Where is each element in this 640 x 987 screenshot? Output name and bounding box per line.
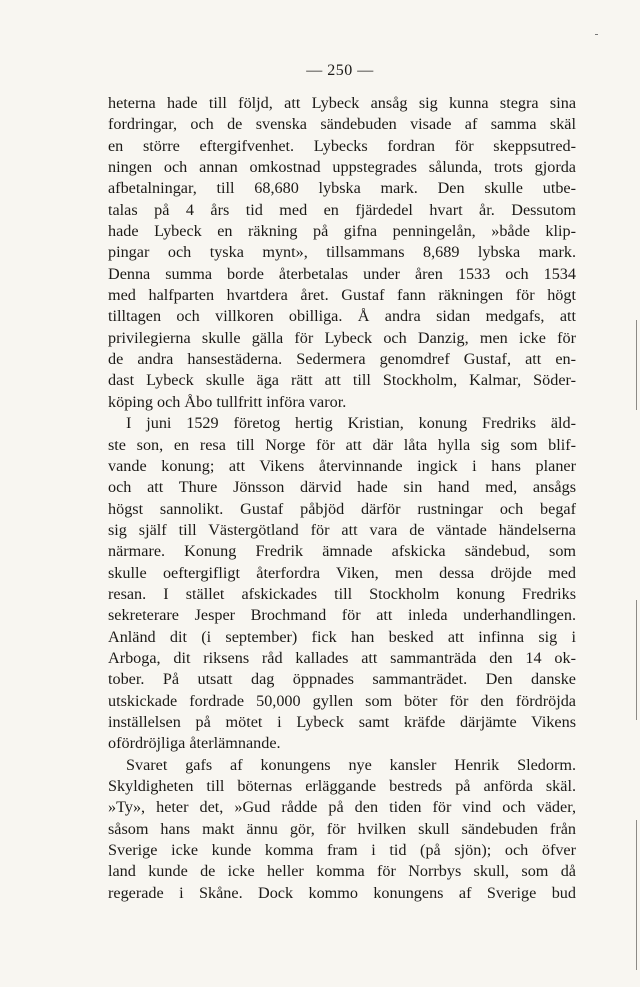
scan-edge-shadow [636, 320, 637, 410]
text-line: hade Lybeck en räkning på gifna penningelån, »både klip- [108, 222, 576, 241]
body-text [108, 93, 576, 904]
paragraph-start-line: Svaret gafs af konungens nye kansler Henrik Sledorm. [126, 755, 576, 774]
text-line: sekreterare Jesper Brochmand för att inleda underhandlingen. [108, 606, 576, 625]
text-line: heterna hade till följd, att Lybeck ansåg sig kunna stegra sina [108, 94, 576, 112]
text-line: Skyldigheten till böternas erläggande bestreds på anförda skäl. [108, 777, 576, 795]
text-line: Sverige icke kunde komma fram i tid (på sjön); och öfver [108, 841, 576, 860]
text-line: ningen och annan omkostnad uppstegrades sålunda, trots gjorda [108, 158, 576, 177]
text-line: de andra hansestäderna. Sedermera genomdref Gustaf, att en- [108, 350, 576, 369]
text-line: utskickade fordrade 50,000 gyllen som böter för den fördröjda [108, 691, 576, 710]
text-line: dast Lybeck skulle äga rätt att till Stockholm, Kalmar, Söder- [108, 371, 576, 390]
text-line: med halfparten hvartdera året. Gustaf fann räkningen för högt [108, 286, 576, 305]
text-line: tilltagen och villkoren obilliga. Å andra sidan medgafs, att [108, 307, 576, 326]
scan-speck [595, 34, 598, 35]
text-line: pingar och tyska mynt», tillsammans 8,689 lybska mark. [108, 243, 576, 262]
scan-edge-shadow [636, 820, 637, 970]
text-line: såsom hans makt ännu gör, för hvilken skull sändebuden från [108, 819, 576, 838]
text-line: privilegierna skulle gälla för Lybeck och Danzig, men icke för [108, 328, 576, 347]
paragraph-end-line: köping och Åbo tullfritt införa varor. [108, 392, 347, 411]
text-line: och att Thure Jönsson därvid hade sin hand med, ansågs [108, 478, 576, 497]
text-line: afbetalningar, till 68,680 lybska mark. Den skulle utbe- [108, 179, 576, 198]
text-line: sig själf till Västergötland för att vara de väntade händelserna [108, 520, 576, 539]
scan-edge-shadow [636, 600, 637, 720]
text-line: närmare. Konung Fredrik ämnade afskicka sändebud, som [108, 542, 576, 561]
text-line: resan. I stället afskickades till Stockholm konung Fredriks [108, 584, 576, 603]
text-line: Denna summa borde återbetalas under åren 1533 och 1534 [108, 264, 576, 283]
text-line: »Ty», heter det, »Gud rådde på den tiden för vind och väder, [108, 798, 576, 817]
text-line: regerade i Skåne. Dock kommo konungens af Sverige bud [108, 883, 576, 902]
text-line: högst sannolikt. Gustaf påbjöd därför rustningar och begaf [108, 499, 576, 518]
page-number: — 250 — [306, 62, 374, 79]
text-line: inställelsen på mötet i Lybeck samt kräfde därjämte Vikens [108, 712, 576, 731]
text-line: skulle oeftergifligt återfordra Viken, men dessa dröjde med [108, 563, 576, 582]
paragraph-end-line: ofördröjliga återlämnande. [108, 734, 281, 753]
text-line: en större eftergifvenhet. Lybecks fordran för skeppsutred- [108, 136, 576, 155]
text-line: ste son, en resa till Norge för att där låta hylla sig som blif- [108, 435, 576, 454]
text-line: land kunde de icke heller komma för Norrbys skull, som då [108, 862, 576, 881]
text-line: talas på 4 års tid med en fjärdedel hvart år. Dessutom [108, 200, 576, 219]
text-line: Arboga, dit riksens råd kallades att sammanträda den 14 ok- [108, 648, 576, 667]
text-line: fordringar, och de svenska sändebuden visade af samma skäl [108, 115, 576, 134]
text-line: tober. På utsatt dag öppnades sammanträdet. Den danske [108, 670, 576, 689]
text-line: Anländ dit (i september) fick han besked att infinna sig i [108, 627, 576, 646]
paragraph-start-line: I juni 1529 företog hertig Kristian, konung Fredriks äld- [126, 414, 576, 433]
text-line: vande konung; att Vikens återvinnande ingick i hans planer [108, 456, 576, 475]
